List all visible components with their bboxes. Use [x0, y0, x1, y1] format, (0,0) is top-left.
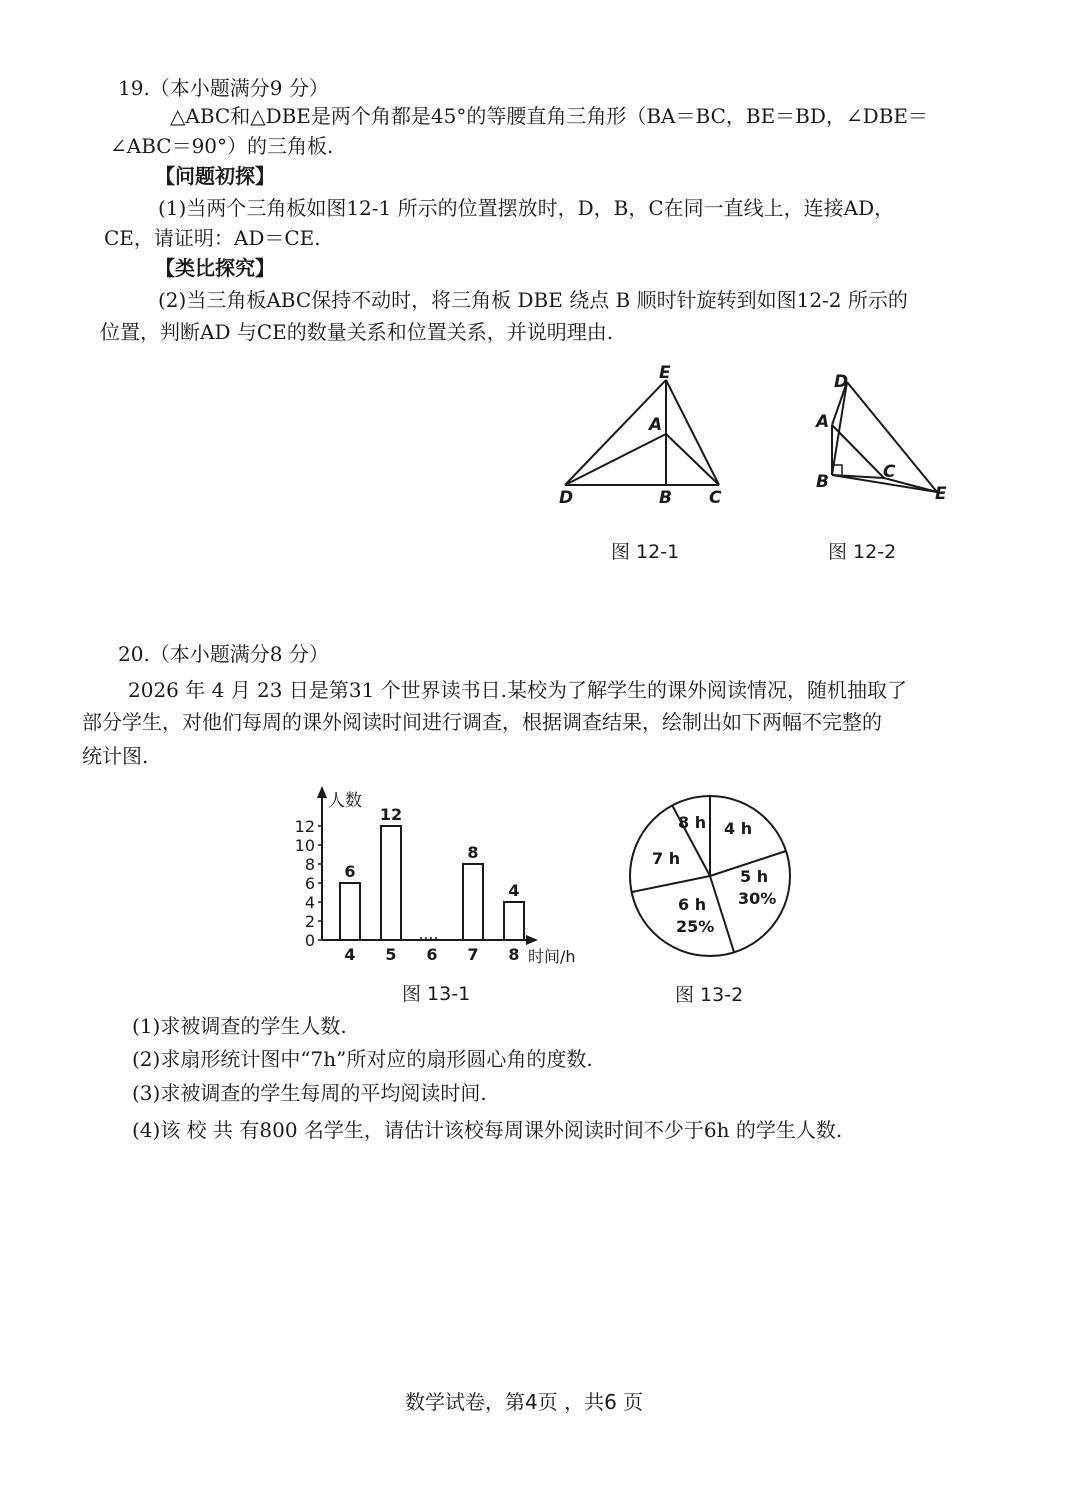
figure-12-1-caption: 图 12-1: [611, 541, 680, 563]
q19-part2-line2: 位置，判断AD 与CE的数量关系和位置关系，并说明理由.: [100, 320, 614, 344]
pie-chart-caption: 图 13-2: [675, 984, 744, 1006]
bar-8h: [504, 902, 524, 940]
pie-divider-6h-7h: [632, 876, 710, 892]
x-tick-label-7: 7: [467, 945, 479, 964]
q19-intro-line2: ∠ABC＝90°）的三角板.: [110, 134, 334, 158]
q20-part3: (3)求被调查的学生每周的平均阅读时间.: [132, 1081, 487, 1105]
q19-section-heading-2: 【类比探究】: [155, 256, 275, 280]
x-tick-label-5: 5: [385, 945, 397, 964]
segment-AC: [832, 425, 884, 478]
pie-slice-label-4h: 4 h: [724, 819, 753, 838]
y-axis-arrow: [317, 786, 327, 798]
pie-slice-label-6h: 6 h: [678, 895, 707, 914]
y-tick-label-6: 6: [304, 874, 315, 893]
pie-slice-label-7h: 7 h: [652, 849, 681, 868]
x-tick-label-4: 4: [344, 945, 356, 964]
q20-part4: (4)该 校 共 有800 名学生，请估计该校每周课外阅读时间不少于6h 的学生人数.: [132, 1118, 843, 1142]
label-B: B: [659, 488, 672, 508]
q19-section-heading-1: 【问题初探】: [155, 164, 275, 188]
label-B: B: [816, 472, 829, 492]
label-A: A: [649, 415, 663, 435]
label-D: D: [559, 488, 574, 508]
q20-part2: (2)求扇形统计图中“7h”所对应的扇形圆心角的度数.: [132, 1047, 593, 1071]
q19-part1-line1: (1)当两个三角板如图12-1 所示的位置摆放时，D，B，C在同一直线上，连接AD，: [158, 196, 895, 220]
figure-12-2-caption: 图 12-2: [828, 541, 897, 563]
figure-12-2: [810, 365, 970, 510]
segment-AC: [666, 434, 719, 485]
q19-part2-line1: (2)当三角板ABC保持不动时，将三角板 DBE 绕点 B 顺时针旋转到如图12-2 所示的: [158, 288, 908, 312]
q20-intro-line2: 部分学生，对他们每周的课外阅读时间进行调查，根据调查结果，绘制出如下两幅不完整的: [82, 710, 882, 734]
page-footer: 数学试卷，第4页 ，共6 页: [405, 1390, 644, 1414]
segment-DA: [565, 434, 666, 485]
figure-12-1: [540, 360, 760, 510]
q20-intro-line3: 统计图.: [82, 744, 149, 768]
label-E: E: [659, 363, 671, 383]
y-axis-label: 人数: [328, 791, 362, 811]
y-tick-label-10: 10: [294, 836, 315, 855]
label-C: C: [709, 488, 722, 508]
x-tick-label-6: 6: [426, 945, 438, 964]
x-axis-label: 时间/h: [528, 947, 576, 966]
y-tick-label-4: 4: [304, 893, 315, 912]
pie-slice-percent-5h: 30%: [738, 889, 777, 908]
y-tick-label-8: 8: [304, 855, 315, 874]
bar-5h: [381, 826, 401, 940]
bar-value-label-4h: 6: [344, 862, 356, 881]
q19-intro-line1: △ABC和△DBE是两个角都是45°的等腰直角三角形（BA＝BC，BE＝BD，∠DBE＝: [170, 104, 928, 128]
label-A: A: [816, 412, 830, 432]
y-tick-label-12: 12: [294, 817, 315, 836]
x-axis-arrow: [526, 935, 538, 945]
q20-header: 20.（本小题满分8 分）: [118, 642, 329, 666]
label-D: D: [834, 372, 849, 392]
label-E: E: [935, 484, 947, 504]
q19-header: 19.（本小题满分9 分）: [118, 76, 329, 100]
pie-divider-5h-6h: [710, 876, 734, 952]
y-tick-label-0: 0: [304, 931, 315, 950]
y-tick-label-2: 2: [304, 912, 315, 931]
q20-intro-line1: 2026 年 4 月 23 日是第31 个世界读书日.某校为了解学生的课外阅读情况，随机抽取了: [128, 678, 908, 702]
pie-slice-label-8h: 8 h: [678, 813, 707, 832]
bar-7h: [463, 864, 483, 940]
q19-part1-line2: CE，请证明：AD＝CE.: [104, 226, 321, 250]
bar-4h: [340, 883, 360, 940]
segment-EC: [666, 380, 719, 485]
label-C: C: [883, 462, 896, 482]
bar-chart-caption: 图 13-1: [402, 983, 471, 1005]
bar-value-label-5h: 12: [379, 805, 403, 824]
bar-value-label-8h: 4: [508, 881, 520, 900]
bar-value-label-7h: 8: [467, 843, 479, 862]
pie-slice-percent-6h: 25%: [676, 917, 715, 936]
pie-chart-13-2: [620, 792, 800, 962]
pie-slice-label-5h: 5 h: [740, 867, 769, 886]
bar-chart-13-1: [290, 780, 600, 980]
x-tick-label-8: 8: [508, 945, 520, 964]
q20-part1: (1)求被调查的学生人数.: [132, 1014, 347, 1038]
